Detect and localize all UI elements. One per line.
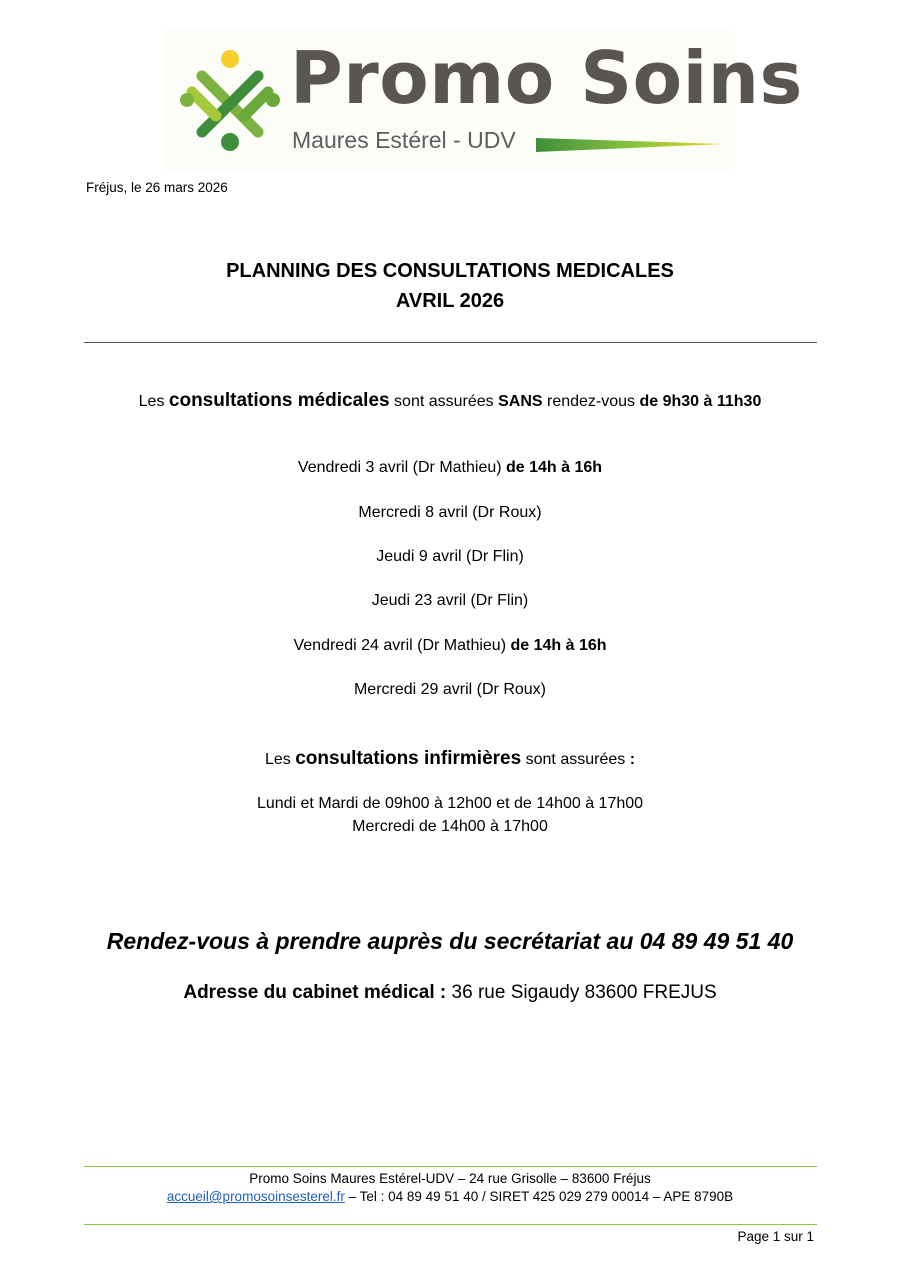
logo-mark-icon (180, 48, 280, 152)
date-item: Vendredi 24 avril (Dr Mathieu) de 14h à 16h (293, 637, 607, 654)
logo-title: Promo Soins (290, 36, 803, 120)
date-item: Mercredi 8 avril (Dr Roux) (358, 504, 542, 521)
intro-prefix: Les (138, 393, 169, 410)
nurse-emphasis: consultations infirmières (295, 748, 522, 769)
address-line (0, 982, 900, 1004)
intro-mid: sont assurées (389, 393, 499, 410)
nurse-hours-line: Mercredi de 14h00 à 17h00 (352, 818, 548, 835)
footer-divider (84, 1224, 817, 1225)
address-label: Adresse du cabinet médical : (183, 982, 447, 1003)
intro-line (0, 390, 900, 412)
footer-contact: accueil@promosoinsesterel.fr – Tel : 04 89 49 51 40 / SIRET 425 029 279 00014 – APE 8790B (166, 1189, 734, 1204)
date-line: Fréjus, le 26 mars 2026 (86, 180, 228, 195)
email-link[interactable]: accueil@promosoinsesterel.fr (166, 1189, 345, 1204)
divider (84, 342, 817, 343)
footer-address: Promo Soins Maures Estérel-UDV – 24 rue Grisolle – 83600 Fréjus (249, 1171, 651, 1186)
intro-emphasis: consultations médicales (168, 390, 390, 411)
page-subtitle: AVRIL 2026 (395, 290, 505, 312)
address-value: 36 rue Sigaudy 83600 FREJUS (446, 982, 717, 1003)
date-item: Jeudi 9 avril (Dr Flin) (376, 548, 524, 565)
date-item: Jeudi 23 avril (Dr Flin) (371, 592, 529, 609)
appointment-callout: Rendez-vous à prendre auprès du secrétariat au 04 89 49 51 40 (106, 928, 794, 954)
intro-mid2: rendez-vous (542, 393, 640, 410)
date-item: Vendredi 3 avril (Dr Mathieu) de 14h à 16h (297, 459, 603, 476)
page-title: PLANNING DES CONSULTATIONS MEDICALES (226, 260, 674, 282)
nurse-heading: Les consultations infirmières sont assurées : (264, 748, 636, 769)
intro-sans: SANS (498, 393, 543, 410)
intro-hours: de 9h30 à 11h30 (639, 393, 762, 410)
logo-swoosh-icon (536, 136, 724, 154)
footer-divider (84, 1166, 817, 1167)
page-number: Page 1 sur 1 (737, 1229, 814, 1244)
logo-subtitle: Maures Estérel - UDV (292, 127, 516, 153)
date-item: Mercredi 29 avril (Dr Roux) (353, 681, 547, 698)
logo (162, 30, 803, 170)
nurse-hours-line: Lundi et Mardi de 09h00 à 12h00 et de 14h00 à 17h00 (256, 795, 644, 812)
